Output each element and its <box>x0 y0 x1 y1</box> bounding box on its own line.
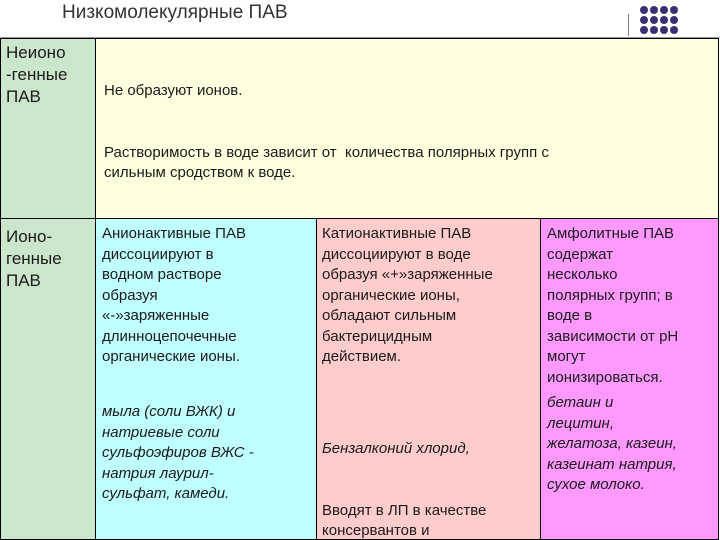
cationic-examples <box>322 398 486 540</box>
cationic-example-line: Вводят в ЛП в качестве <box>322 501 487 519</box>
cationic-cell <box>316 218 541 540</box>
nonionic-text <box>104 40 593 219</box>
slide-title: Низкомолекулярные ПАВ <box>62 2 288 23</box>
surfactant-table <box>0 38 719 540</box>
amphoteric-description: Амфолитные ПАВ содержат несколько полярных групп; в воде в зависимости от рН могут ионизироваться. <box>547 225 679 386</box>
cationic-example-line: Бензалконий хлорид, <box>322 440 470 457</box>
nonionic-line-solubility: Растворимость в воде зависит от количества полярных групп с сильным сродством к воде. <box>104 143 549 181</box>
anionic-examples: мыла (соли ВЖК) и натриевые соли сульфоэфиров ВЖС - натрия лаурил- сульфат, камеди. <box>102 403 254 502</box>
title-divider <box>628 14 629 36</box>
dot-grid-logo <box>640 6 678 40</box>
nonionic-label-cell <box>0 38 96 219</box>
cationic-description: Катионактивные ПАВ диссоциируют в воде образуя «+»заряженные органические ионы, обладают сильным бактерицидным действием. <box>322 225 493 365</box>
anionic-cell <box>95 218 317 540</box>
nonionic-label: Неионо -генные ПАВ <box>6 43 68 106</box>
ionic-label: Ионо- генные ПАВ <box>6 227 62 290</box>
amphoteric-cell <box>540 218 719 540</box>
amphoteric-examples: бетаин и лецитин, желатоза, казеин, казеинат натрия, сухое молоко. <box>547 394 677 493</box>
nonionic-line-no-ions: Не образуют ионов. <box>104 82 243 99</box>
cationic-example-line: консервантов и <box>322 522 430 539</box>
anionic-description: Анионактивные ПАВ диссоциируют в водном растворе образуя «-»заряженные длинноцепочечные органические ионы. <box>102 225 246 365</box>
nonionic-description-cell <box>95 38 719 219</box>
ionic-label-cell <box>0 218 96 540</box>
